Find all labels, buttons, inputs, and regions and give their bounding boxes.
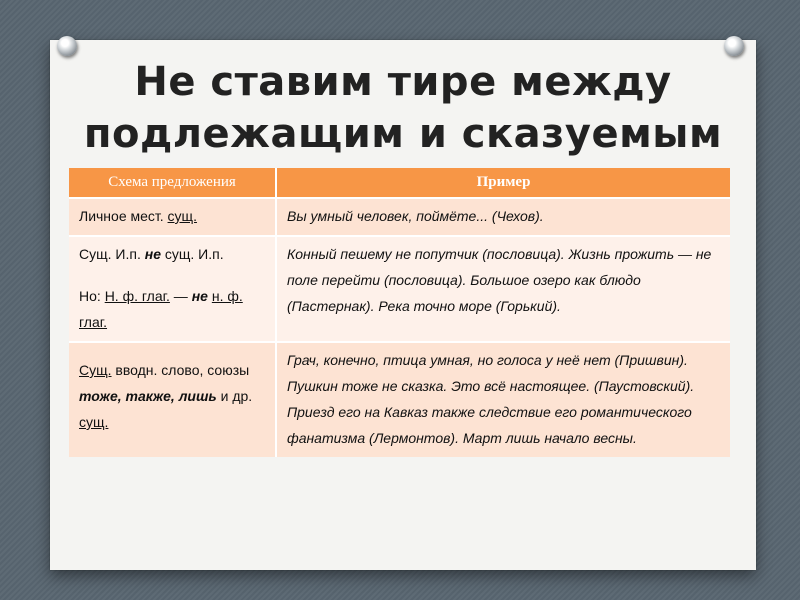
scheme-underlined: Сущ.	[79, 362, 112, 378]
scheme-underlined: сущ.	[79, 414, 109, 430]
scheme-emphasis: не	[144, 246, 161, 262]
table-row	[69, 342, 730, 457]
scheme-underlined: сущ.	[167, 208, 197, 224]
scheme-text: и др.	[216, 388, 253, 404]
scheme-underlined: н. ф. глаг.	[79, 288, 243, 330]
scheme-text: Но:	[79, 288, 105, 304]
scheme-emphasis: тоже, также, лишь	[79, 388, 217, 404]
example-cell: Конный пешему не попутчик (пословица). Жизнь прожить — не поле перейти (пословица). Большое озеро как блюдо (Пастернак). Река точно море (Горький).	[276, 236, 730, 342]
scheme-cell	[69, 198, 276, 236]
scheme-cell	[69, 342, 276, 457]
example-cell: Вы умный человек, поймёте... (Чехов).	[276, 198, 730, 236]
scheme-text: Сущ. И.п.	[79, 246, 145, 262]
scheme-emphasis: не	[191, 288, 208, 304]
scheme-underlined: Н. ф. глаг.	[104, 288, 170, 304]
pushpin-icon	[724, 36, 744, 56]
page-title	[50, 56, 756, 160]
scheme-text: сущ. И.п.	[160, 246, 224, 262]
table-row	[69, 236, 730, 342]
scheme-cell	[69, 236, 276, 342]
table-header-row	[69, 168, 730, 198]
scheme-text: вводн. слово, союзы	[111, 362, 250, 378]
header-scheme: Схема предложения	[69, 168, 276, 198]
example-cell: Грач, конечно, птица умная, но голоса у неё нет (Пришвин). Пушкин тоже не сказка. Это всё настоящее. (Паустовский). Приезд его на Кавказ также следствие его романтического фанатизма (Лермонтов). Март лишь начало весны.	[276, 342, 730, 457]
table-row	[69, 198, 730, 236]
title-line-1: Не ставим тире между	[134, 59, 672, 105]
spacer	[79, 267, 267, 283]
scheme-text: Личное мест.	[79, 208, 164, 224]
rules-table	[69, 168, 730, 457]
scheme-dash: —	[169, 288, 192, 304]
title-line-2: подлежащим и сказуемым	[83, 111, 723, 157]
header-example: Пример	[276, 168, 730, 198]
pushpin-icon	[57, 36, 77, 56]
